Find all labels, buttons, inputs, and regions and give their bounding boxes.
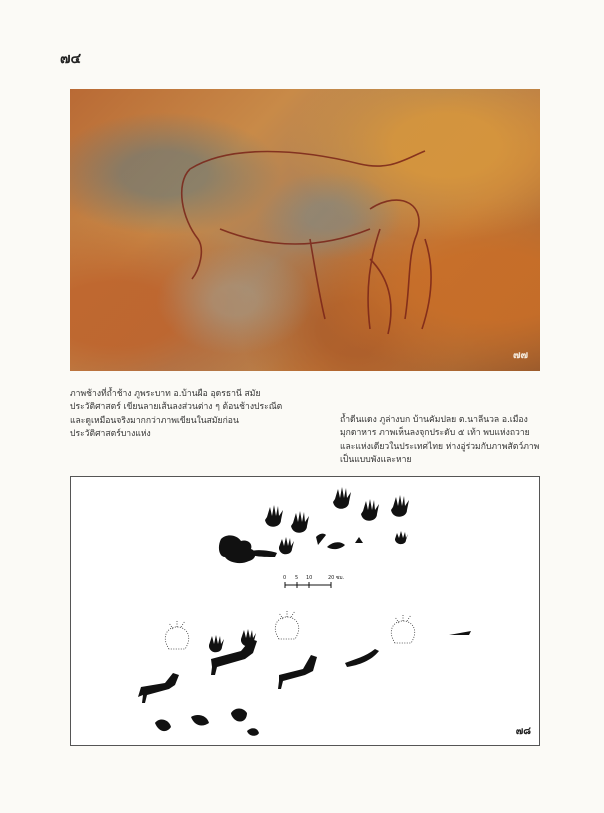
hand-print: [279, 537, 294, 554]
footprint: [191, 715, 209, 725]
hand-print: [265, 505, 283, 527]
scale-tick-label: 0: [283, 575, 287, 581]
second-elephant-trunk: [368, 229, 380, 329]
small-figure: [327, 542, 345, 549]
hand-print: [333, 487, 351, 509]
caption-left: ภาพช้างที่ถ้ำช้าง ภูพระบาท อ.บ้านผือ อุดรธานี สมัยประวัติศาสตร์ เขียนลายเส้นลงส่วนต่าง ๆ ต้อนช้างประณีตและดูเหมือนจริงมากกว่าภาพเขียนในสมัยก่อนประวัติศาสตร์บางแห่ง: [70, 388, 283, 440]
footprint: [155, 720, 171, 732]
hand-print: [291, 511, 309, 533]
tusk-line: [370, 259, 391, 334]
deer-figure: [278, 655, 317, 689]
scale-bar: [283, 575, 345, 588]
small-figure: [316, 534, 326, 545]
hand-print: [361, 499, 379, 521]
scale-tick-label: 5: [295, 575, 299, 581]
rock-art-figures: [71, 477, 539, 745]
second-elephant-head: [370, 200, 419, 319]
elephant-leg-line: [310, 239, 325, 319]
hand-print: [395, 531, 408, 544]
deer-figure: [138, 673, 179, 703]
small-figure: [355, 537, 363, 543]
page-number: ๗๔: [60, 51, 82, 67]
animal-line: [345, 649, 379, 667]
scale-tick-label: 10: [306, 575, 313, 581]
scale-tick-label: 20 ซม.: [328, 575, 345, 581]
photo-number: ๗๗: [512, 350, 528, 361]
elephant-trunk-line: [182, 169, 202, 279]
elephant-painting-lines: [70, 89, 540, 371]
elephant-back-line: [190, 151, 425, 169]
caption-right: ถ้ำดีนแดง ภูล่างบก บ้านคัมปลย ต.นาลีนวล อ.เมืองมุกดาหาร ภาพเห็นลงจุกประดับ ๕ เท้า พบแห่งถวายและแห่งเดียวในประเทศไทย ห่างอู่ร่วมกับภาพสัตว์ภาพเป็นแบบพังและหาย: [340, 414, 540, 466]
cave-painting-photo: [70, 89, 540, 371]
footprint: [231, 709, 247, 722]
dotted-hand-outline: [165, 610, 414, 649]
long-bird: [449, 631, 471, 635]
drawing-number: ๗๘: [515, 726, 531, 737]
elephant-belly-line: [220, 229, 370, 244]
hand-print: [391, 495, 409, 517]
small-hand: [209, 635, 224, 652]
rock-art-drawing: [70, 476, 540, 746]
animal-blob: [219, 535, 255, 563]
footprint: [247, 728, 259, 736]
second-elephant-leg: [422, 239, 431, 329]
